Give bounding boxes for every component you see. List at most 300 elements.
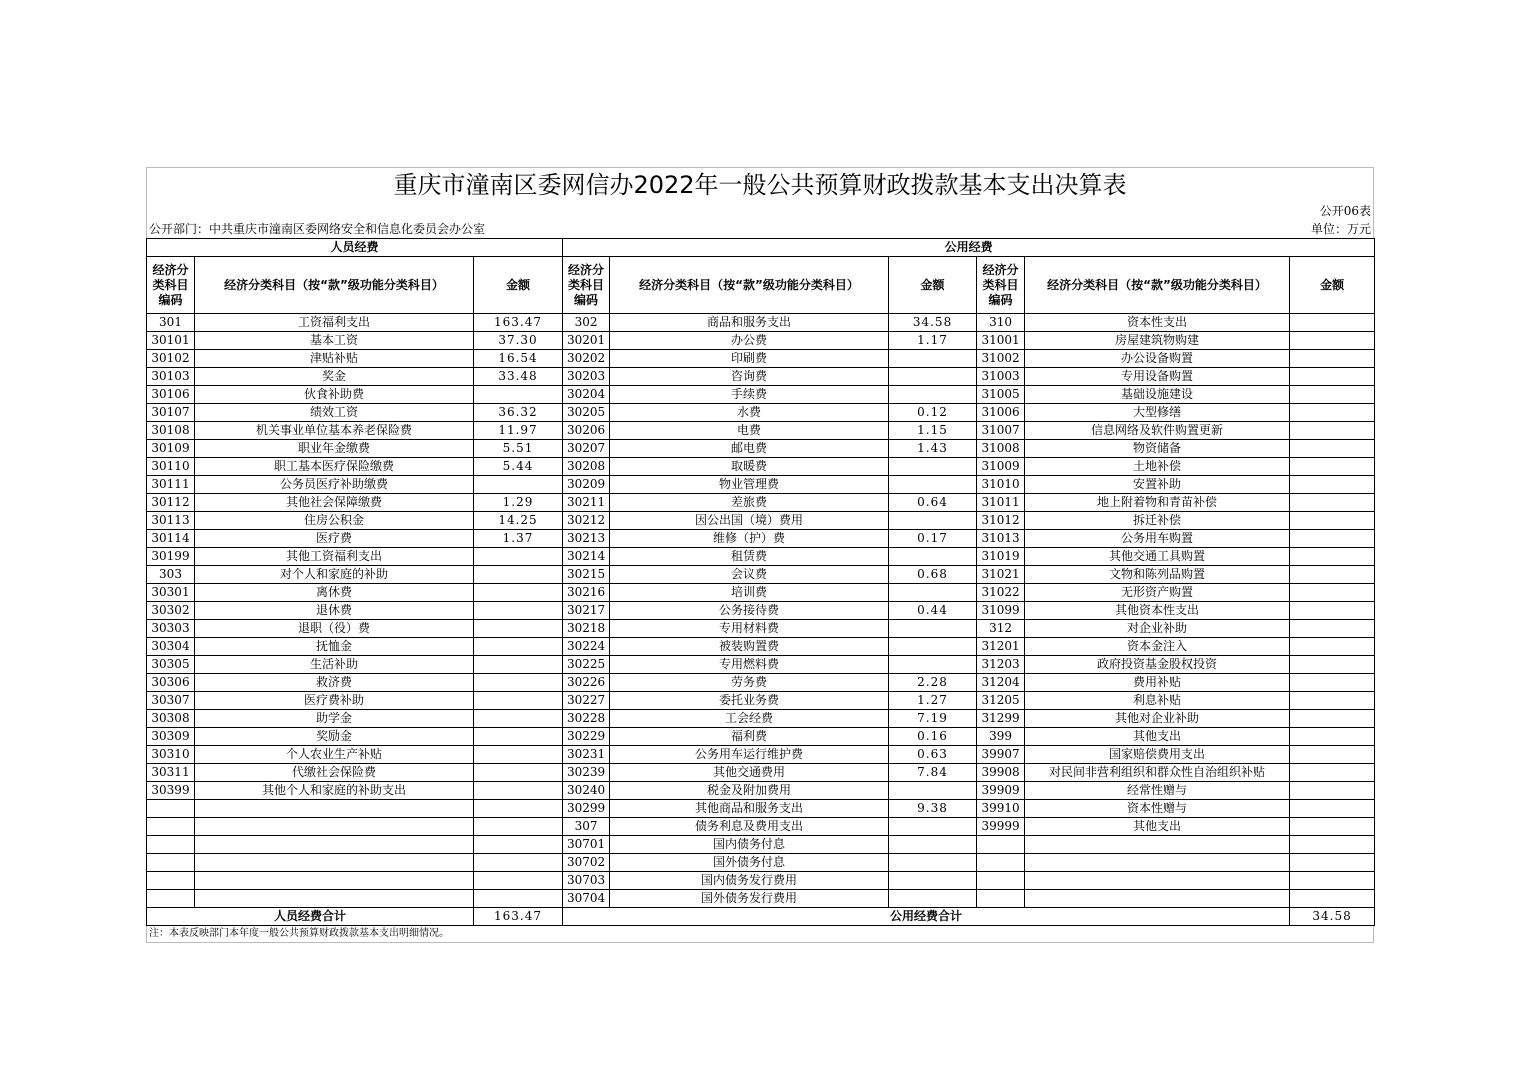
amount-cell xyxy=(474,872,563,890)
name-cell: 对企业补助 xyxy=(1025,620,1290,638)
amount-cell: 1.29 xyxy=(474,494,563,512)
code-cell: 39907 xyxy=(977,746,1025,764)
amount-cell xyxy=(1290,422,1375,440)
table-row xyxy=(147,674,1375,692)
name-cell: 培训费 xyxy=(610,584,889,602)
table-row xyxy=(147,620,1375,638)
name-cell: 工资福利支出 xyxy=(195,314,474,332)
code-cell: 30310 xyxy=(147,746,195,764)
code-cell xyxy=(977,836,1025,854)
name-cell: 委托业务费 xyxy=(610,692,889,710)
table-body xyxy=(147,314,1375,908)
table-row xyxy=(147,386,1375,404)
name-cell xyxy=(1025,854,1290,872)
expenditure-table xyxy=(146,238,1375,926)
code-cell: 30111 xyxy=(147,476,195,494)
name-cell: 税金及附加费用 xyxy=(610,782,889,800)
code-cell: 30114 xyxy=(147,530,195,548)
amount-cell xyxy=(889,476,977,494)
code-cell: 31204 xyxy=(977,674,1025,692)
name-cell: 公务接待费 xyxy=(610,602,889,620)
dept-unit-row xyxy=(146,220,1374,238)
table-number: 公开06表 xyxy=(1319,204,1371,218)
amount-cell: 7.84 xyxy=(889,764,977,782)
amount-cell xyxy=(1290,566,1375,584)
table-row xyxy=(147,332,1375,350)
col-header-name: 经济分类科目（按“款”级功能分类科目） xyxy=(195,257,474,314)
amount-cell: 7.19 xyxy=(889,710,977,728)
name-cell: 物业管理费 xyxy=(610,476,889,494)
name-cell: 国外债务发行费用 xyxy=(610,890,889,908)
amount-cell: 37.30 xyxy=(474,332,563,350)
amount-cell xyxy=(1290,350,1375,368)
code-cell: 31012 xyxy=(977,512,1025,530)
amount-cell: 0.12 xyxy=(889,404,977,422)
amount-cell xyxy=(474,854,563,872)
code-cell: 30704 xyxy=(563,890,610,908)
name-cell: 其他交通工具购置 xyxy=(1025,548,1290,566)
name-cell: 资本性赠与 xyxy=(1025,800,1290,818)
table-row xyxy=(147,584,1375,602)
code-cell: 31009 xyxy=(977,458,1025,476)
amount-cell xyxy=(889,548,977,566)
table-row xyxy=(147,656,1375,674)
amount-cell xyxy=(474,800,563,818)
name-cell: 奖励金 xyxy=(195,728,474,746)
code-cell: 39910 xyxy=(977,800,1025,818)
code-cell: 30305 xyxy=(147,656,195,674)
name-cell: 机关事业单位基本养老保险费 xyxy=(195,422,474,440)
amount-cell: 33.48 xyxy=(474,368,563,386)
name-cell xyxy=(1025,872,1290,890)
code-cell: 30307 xyxy=(147,692,195,710)
amount-cell: 1.15 xyxy=(889,422,977,440)
code-cell: 31001 xyxy=(977,332,1025,350)
amount-cell xyxy=(1290,818,1375,836)
name-cell xyxy=(1025,836,1290,854)
table-row xyxy=(147,314,1375,332)
code-cell: 30299 xyxy=(563,800,610,818)
name-cell xyxy=(1025,890,1290,908)
table-row xyxy=(147,764,1375,782)
amount-cell xyxy=(474,890,563,908)
table-row xyxy=(147,458,1375,476)
amount-cell xyxy=(474,674,563,692)
code-cell: 31299 xyxy=(977,710,1025,728)
name-cell: 奖金 xyxy=(195,368,474,386)
name-cell: 对个人和家庭的补助 xyxy=(195,566,474,584)
name-cell: 信息网络及软件购置更新 xyxy=(1025,422,1290,440)
amount-cell: 0.17 xyxy=(889,530,977,548)
name-cell: 地上附着物和青苗补偿 xyxy=(1025,494,1290,512)
table-row xyxy=(147,512,1375,530)
table-row xyxy=(147,836,1375,854)
amount-cell xyxy=(889,638,977,656)
table-row xyxy=(147,422,1375,440)
amount-cell xyxy=(889,458,977,476)
amount-cell xyxy=(1290,602,1375,620)
table-row xyxy=(147,692,1375,710)
name-cell xyxy=(195,818,474,836)
name-cell: 水费 xyxy=(610,404,889,422)
name-cell: 生活补助 xyxy=(195,656,474,674)
group-header-personnel: 人员经费 xyxy=(147,239,563,257)
amount-cell xyxy=(1290,692,1375,710)
code-cell: 30224 xyxy=(563,638,610,656)
table-row xyxy=(147,638,1375,656)
name-cell: 救济费 xyxy=(195,674,474,692)
code-cell xyxy=(147,836,195,854)
name-cell: 其他对企业补助 xyxy=(1025,710,1290,728)
code-cell: 31007 xyxy=(977,422,1025,440)
amount-cell: 0.64 xyxy=(889,494,977,512)
table-row xyxy=(147,854,1375,872)
name-cell: 文物和陈列品购置 xyxy=(1025,566,1290,584)
name-cell: 无形资产购置 xyxy=(1025,584,1290,602)
budget-sheet xyxy=(146,167,1374,943)
name-cell: 专用燃料费 xyxy=(610,656,889,674)
code-cell: 30206 xyxy=(563,422,610,440)
table-row xyxy=(147,800,1375,818)
code-cell: 301 xyxy=(147,314,195,332)
name-cell xyxy=(195,854,474,872)
table-row xyxy=(147,350,1375,368)
name-cell: 其他交通费用 xyxy=(610,764,889,782)
amount-cell: 1.37 xyxy=(474,530,563,548)
name-cell: 利息补贴 xyxy=(1025,692,1290,710)
code-cell: 30303 xyxy=(147,620,195,638)
group-header-public: 公用经费 xyxy=(563,239,1375,257)
name-cell: 其他支出 xyxy=(1025,818,1290,836)
amount-cell xyxy=(474,620,563,638)
code-cell: 30240 xyxy=(563,782,610,800)
amount-cell xyxy=(1290,674,1375,692)
name-cell: 其他社会保障缴费 xyxy=(195,494,474,512)
code-cell: 310 xyxy=(977,314,1025,332)
amount-cell xyxy=(889,368,977,386)
code-cell: 30213 xyxy=(563,530,610,548)
amount-cell xyxy=(1290,386,1375,404)
code-cell: 30306 xyxy=(147,674,195,692)
amount-cell xyxy=(1290,458,1375,476)
amount-cell xyxy=(1290,836,1375,854)
code-cell: 31006 xyxy=(977,404,1025,422)
amount-cell xyxy=(474,782,563,800)
table-row xyxy=(147,890,1375,908)
name-cell: 其他商品和服务支出 xyxy=(610,800,889,818)
table-row xyxy=(147,710,1375,728)
name-cell: 住房公积金 xyxy=(195,512,474,530)
code-cell: 39909 xyxy=(977,782,1025,800)
code-cell: 30311 xyxy=(147,764,195,782)
code-cell: 30239 xyxy=(563,764,610,782)
code-cell xyxy=(977,854,1025,872)
code-cell xyxy=(147,854,195,872)
amount-cell xyxy=(1290,548,1375,566)
amount-cell xyxy=(474,746,563,764)
amount-cell xyxy=(1290,656,1375,674)
code-cell: 31201 xyxy=(977,638,1025,656)
code-cell xyxy=(147,872,195,890)
name-cell: 其他资本性支出 xyxy=(1025,602,1290,620)
amount-cell xyxy=(889,350,977,368)
amount-cell xyxy=(1290,728,1375,746)
col-header-amount: 金额 xyxy=(1290,257,1375,314)
amount-cell xyxy=(1290,476,1375,494)
code-cell: 30218 xyxy=(563,620,610,638)
code-cell: 30702 xyxy=(563,854,610,872)
name-cell xyxy=(195,836,474,854)
code-cell xyxy=(147,800,195,818)
code-cell: 312 xyxy=(977,620,1025,638)
public-total-value: 34.58 xyxy=(1290,908,1375,926)
amount-cell xyxy=(889,656,977,674)
amount-cell xyxy=(1290,512,1375,530)
amount-cell: 1.27 xyxy=(889,692,977,710)
code-cell xyxy=(147,890,195,908)
code-cell: 31013 xyxy=(977,530,1025,548)
code-cell: 30227 xyxy=(563,692,610,710)
amount-cell xyxy=(1290,890,1375,908)
table-number-row xyxy=(146,202,1374,220)
name-cell: 津贴补贴 xyxy=(195,350,474,368)
code-cell: 30207 xyxy=(563,440,610,458)
name-cell: 其他支出 xyxy=(1025,728,1290,746)
amount-cell: 36.32 xyxy=(474,404,563,422)
amount-cell xyxy=(889,620,977,638)
code-cell: 30203 xyxy=(563,368,610,386)
table-row xyxy=(147,566,1375,584)
amount-cell: 9.38 xyxy=(889,800,977,818)
code-cell: 30205 xyxy=(563,404,610,422)
table-row xyxy=(147,872,1375,890)
unit-label: 单位：万元 xyxy=(1310,222,1371,236)
amount-cell xyxy=(1290,584,1375,602)
name-cell: 专用设备购置 xyxy=(1025,368,1290,386)
name-cell: 其他工资福利支出 xyxy=(195,548,474,566)
totals-row xyxy=(147,908,1375,926)
name-cell: 职工基本医疗保险缴费 xyxy=(195,458,474,476)
name-cell: 办公费 xyxy=(610,332,889,350)
name-cell: 维修（护）费 xyxy=(610,530,889,548)
code-cell: 39908 xyxy=(977,764,1025,782)
code-cell xyxy=(977,872,1025,890)
code-cell: 31005 xyxy=(977,386,1025,404)
amount-cell xyxy=(1290,800,1375,818)
amount-cell xyxy=(474,548,563,566)
table-row xyxy=(147,728,1375,746)
code-cell: 30231 xyxy=(563,746,610,764)
name-cell: 基础设施建设 xyxy=(1025,386,1290,404)
name-cell: 物资储备 xyxy=(1025,440,1290,458)
amount-cell: 5.44 xyxy=(474,458,563,476)
code-cell: 30199 xyxy=(147,548,195,566)
col-header-name: 经济分类科目（按“款”级功能分类科目） xyxy=(1025,257,1290,314)
col-header-amount: 金额 xyxy=(889,257,977,314)
amount-cell xyxy=(474,764,563,782)
name-cell: 公务用车运行维护费 xyxy=(610,746,889,764)
name-cell: 差旅费 xyxy=(610,494,889,512)
table-row xyxy=(147,404,1375,422)
col-header-code: 经济分类科目编码 xyxy=(977,257,1025,314)
code-cell: 30204 xyxy=(563,386,610,404)
amount-cell xyxy=(474,692,563,710)
amount-cell xyxy=(1290,332,1375,350)
table-row xyxy=(147,494,1375,512)
amount-cell xyxy=(889,818,977,836)
table-row xyxy=(147,746,1375,764)
name-cell: 伙食补助费 xyxy=(195,386,474,404)
code-cell xyxy=(147,818,195,836)
code-cell: 30113 xyxy=(147,512,195,530)
name-cell: 公务员医疗补助缴费 xyxy=(195,476,474,494)
name-cell: 大型修缮 xyxy=(1025,404,1290,422)
code-cell: 39999 xyxy=(977,818,1025,836)
amount-cell xyxy=(1290,782,1375,800)
name-cell: 安置补助 xyxy=(1025,476,1290,494)
amount-cell: 5.51 xyxy=(474,440,563,458)
code-cell: 30701 xyxy=(563,836,610,854)
name-cell: 对民间非营利组织和群众性自治组织补贴 xyxy=(1025,764,1290,782)
name-cell: 资本性支出 xyxy=(1025,314,1290,332)
amount-cell xyxy=(1290,764,1375,782)
name-cell: 国外债务付息 xyxy=(610,854,889,872)
amount-cell xyxy=(1290,440,1375,458)
code-cell: 30309 xyxy=(147,728,195,746)
amount-cell xyxy=(474,602,563,620)
amount-cell xyxy=(889,782,977,800)
code-cell: 31003 xyxy=(977,368,1025,386)
col-header-code: 经济分类科目编码 xyxy=(147,257,195,314)
code-cell: 303 xyxy=(147,566,195,584)
amount-cell xyxy=(889,584,977,602)
amount-cell: 34.58 xyxy=(889,314,977,332)
code-cell: 307 xyxy=(563,818,610,836)
name-cell: 商品和服务支出 xyxy=(610,314,889,332)
code-cell: 30102 xyxy=(147,350,195,368)
code-cell: 30201 xyxy=(563,332,610,350)
amount-cell xyxy=(1290,494,1375,512)
name-cell: 资本金注入 xyxy=(1025,638,1290,656)
name-cell: 取暖费 xyxy=(610,458,889,476)
amount-cell xyxy=(474,638,563,656)
amount-cell xyxy=(474,836,563,854)
name-cell: 其他个人和家庭的补助支出 xyxy=(195,782,474,800)
amount-cell xyxy=(1290,746,1375,764)
name-cell: 公务用车购置 xyxy=(1025,530,1290,548)
name-cell: 咨询费 xyxy=(610,368,889,386)
amount-cell xyxy=(1290,710,1375,728)
amount-cell: 14.25 xyxy=(474,512,563,530)
code-cell: 30304 xyxy=(147,638,195,656)
amount-cell xyxy=(889,386,977,404)
name-cell: 邮电费 xyxy=(610,440,889,458)
col-header-name: 经济分类科目（按“款”级功能分类科目） xyxy=(610,257,889,314)
name-cell: 抚恤金 xyxy=(195,638,474,656)
table-row xyxy=(147,440,1375,458)
code-cell: 30216 xyxy=(563,584,610,602)
amount-cell xyxy=(474,728,563,746)
table-row xyxy=(147,368,1375,386)
code-cell: 31021 xyxy=(977,566,1025,584)
amount-cell xyxy=(1290,638,1375,656)
name-cell: 助学金 xyxy=(195,710,474,728)
name-cell: 医疗费 xyxy=(195,530,474,548)
code-cell: 30225 xyxy=(563,656,610,674)
code-cell: 30229 xyxy=(563,728,610,746)
amount-cell xyxy=(474,476,563,494)
page-title: 重庆市潼南区委网信办2022年一般公共预算财政拨款基本支出决算表 xyxy=(146,167,1374,202)
name-cell: 退职（役）费 xyxy=(195,620,474,638)
col-header-amount: 金额 xyxy=(474,257,563,314)
name-cell: 退休费 xyxy=(195,602,474,620)
amount-cell: 163.47 xyxy=(474,314,563,332)
name-cell: 经常性赠与 xyxy=(1025,782,1290,800)
code-cell: 30215 xyxy=(563,566,610,584)
code-cell: 30301 xyxy=(147,584,195,602)
code-cell: 31002 xyxy=(977,350,1025,368)
amount-cell xyxy=(1290,314,1375,332)
code-cell: 30110 xyxy=(147,458,195,476)
code-cell: 30217 xyxy=(563,602,610,620)
amount-cell xyxy=(1290,404,1375,422)
code-cell: 30103 xyxy=(147,368,195,386)
name-cell: 专用材料费 xyxy=(610,620,889,638)
code-cell: 30202 xyxy=(563,350,610,368)
code-cell: 31011 xyxy=(977,494,1025,512)
department-label: 公开部门：中共重庆市潼南区委网络安全和信息化委员会办公室 xyxy=(149,222,486,236)
code-cell: 31008 xyxy=(977,440,1025,458)
code-cell: 30106 xyxy=(147,386,195,404)
name-cell: 债务利息及费用支出 xyxy=(610,818,889,836)
code-cell: 30399 xyxy=(147,782,195,800)
name-cell: 土地补偿 xyxy=(1025,458,1290,476)
code-cell: 30226 xyxy=(563,674,610,692)
amount-cell: 2.28 xyxy=(889,674,977,692)
code-cell: 31019 xyxy=(977,548,1025,566)
amount-cell xyxy=(1290,854,1375,872)
name-cell xyxy=(195,890,474,908)
code-cell: 30112 xyxy=(147,494,195,512)
name-cell: 因公出国（境）费用 xyxy=(610,512,889,530)
amount-cell: 1.43 xyxy=(889,440,977,458)
amount-cell xyxy=(1290,620,1375,638)
code-cell: 30228 xyxy=(563,710,610,728)
code-cell: 399 xyxy=(977,728,1025,746)
code-cell: 30214 xyxy=(563,548,610,566)
amount-cell: 0.68 xyxy=(889,566,977,584)
code-cell: 30308 xyxy=(147,710,195,728)
table-row xyxy=(147,476,1375,494)
name-cell: 福利费 xyxy=(610,728,889,746)
amount-cell xyxy=(889,890,977,908)
amount-cell xyxy=(889,512,977,530)
code-cell: 302 xyxy=(563,314,610,332)
name-cell: 政府投资基金股权投资 xyxy=(1025,656,1290,674)
name-cell: 国家赔偿费用支出 xyxy=(1025,746,1290,764)
amount-cell: 1.17 xyxy=(889,332,977,350)
name-cell: 印刷费 xyxy=(610,350,889,368)
amount-cell: 0.44 xyxy=(889,602,977,620)
code-cell: 30101 xyxy=(147,332,195,350)
name-cell: 房屋建筑物购建 xyxy=(1025,332,1290,350)
code-cell: 30703 xyxy=(563,872,610,890)
amount-cell xyxy=(474,818,563,836)
amount-cell xyxy=(474,656,563,674)
name-cell: 会议费 xyxy=(610,566,889,584)
personnel-total-label: 人员经费合计 xyxy=(147,908,474,926)
amount-cell: 0.16 xyxy=(889,728,977,746)
